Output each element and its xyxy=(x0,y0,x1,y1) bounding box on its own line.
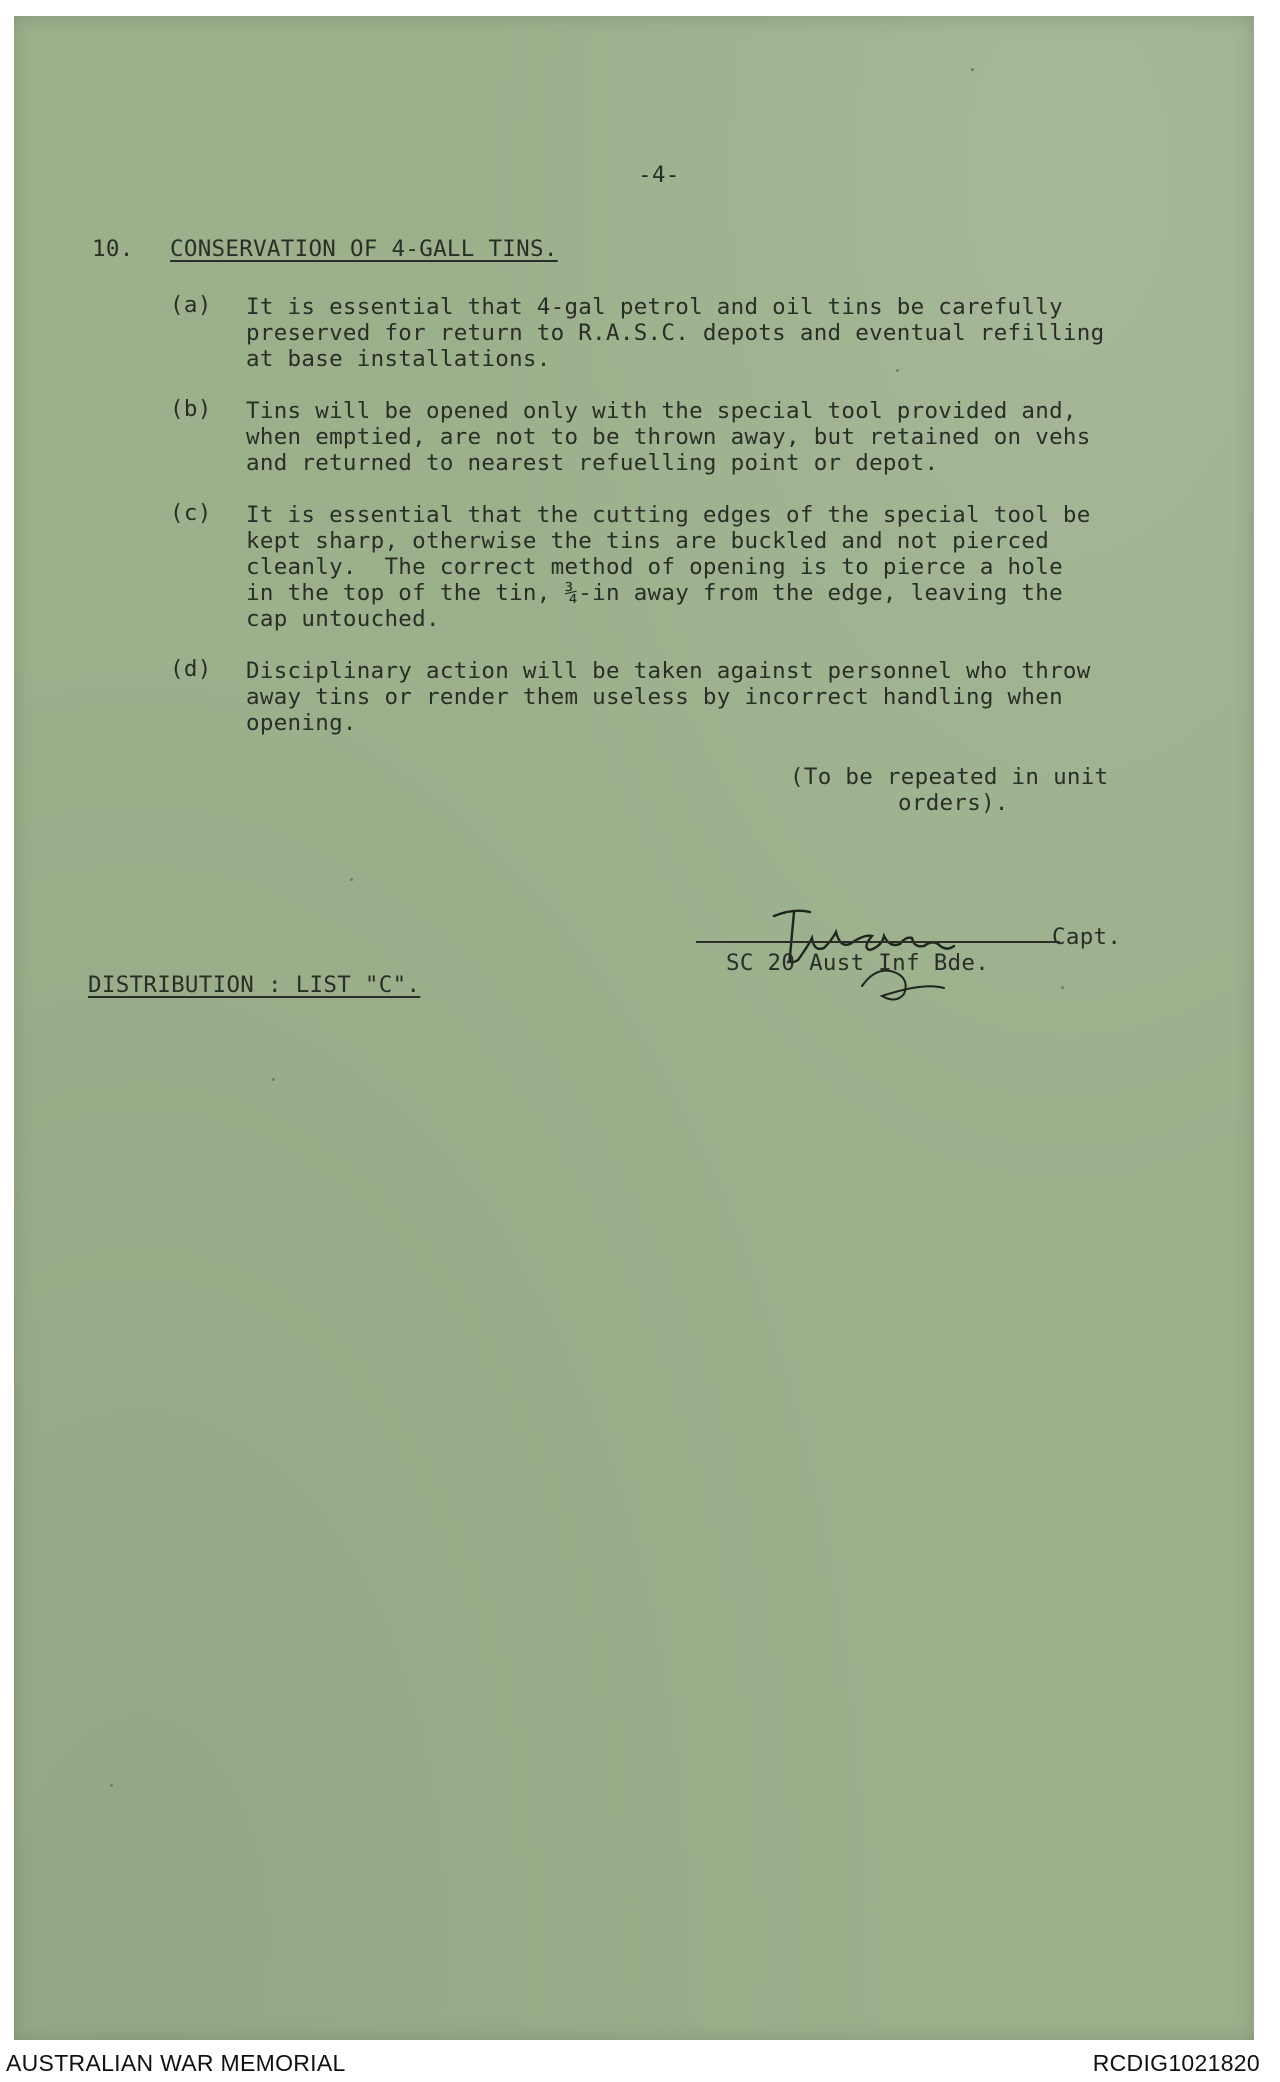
paragraph-line: and returned to nearest refuelling point or depot. xyxy=(246,450,939,476)
paragraph-line: It is essential that 4-gal petrol and oil tins be carefully xyxy=(246,294,1063,320)
archive-credit: AUSTRALIAN WAR MEMORIAL xyxy=(6,2050,346,2076)
section-title: CONSERVATION OF 4-GALL TINS. xyxy=(170,236,558,262)
paragraph-line: at base installations. xyxy=(246,346,551,372)
signature-unit: SC 20 Aust Inf Bde. xyxy=(726,950,990,976)
repeat-note-line-1: (To be repeated in unit xyxy=(790,764,1109,790)
paragraph-line: in the top of the tin, ¾-in away from the edge, leaving the xyxy=(246,580,1063,606)
page-number: -4- xyxy=(638,162,680,188)
paper-speck xyxy=(110,1784,113,1787)
paragraph-b-label: (b) xyxy=(170,396,212,422)
signature-line xyxy=(696,941,1060,943)
distribution-line: DISTRIBUTION : LIST "C". xyxy=(88,972,421,998)
repeat-note-line-2: orders). xyxy=(898,790,1009,816)
paragraph-line: kept sharp, otherwise the tins are buckled and not pierced xyxy=(246,528,1050,554)
paragraph-line: cleanly. The correct method of opening is to pierce a hole xyxy=(246,554,1063,580)
paragraph-line: away tins or render them useless by incorrect handling when xyxy=(246,684,1063,710)
signature-rank: Capt. xyxy=(1052,924,1122,950)
paper-speck xyxy=(272,1078,275,1081)
paragraph-line: when emptied, are not to be thrown away, but retained on vehs xyxy=(246,424,1091,450)
paragraph-c-label: (c) xyxy=(170,500,212,526)
paper-speck xyxy=(971,68,974,71)
paragraph-line: preserved for return to R.A.S.C. depots and eventual refilling xyxy=(246,320,1105,346)
paragraph-a-label: (a) xyxy=(170,292,212,318)
paragraph-line: cap untouched. xyxy=(246,606,440,632)
section-number: 10. xyxy=(92,236,134,262)
archive-reference: RCDIG1021820 xyxy=(1092,2050,1260,2076)
paper-speck xyxy=(896,369,899,372)
paragraph-line: Tins will be opened only with the special tool provided and, xyxy=(246,398,1077,424)
paragraph-line: Disciplinary action will be taken against personnel who throw xyxy=(246,658,1091,684)
paragraph-line: It is essential that the cutting edges of the special tool be xyxy=(246,502,1091,528)
paper-speck xyxy=(1061,986,1064,989)
paper-speck xyxy=(350,878,353,881)
paragraph-d-label: (d) xyxy=(170,656,212,682)
handwritten-signature xyxy=(754,886,1054,1006)
paragraph-line: opening. xyxy=(246,710,357,736)
document-page xyxy=(14,16,1254,2040)
